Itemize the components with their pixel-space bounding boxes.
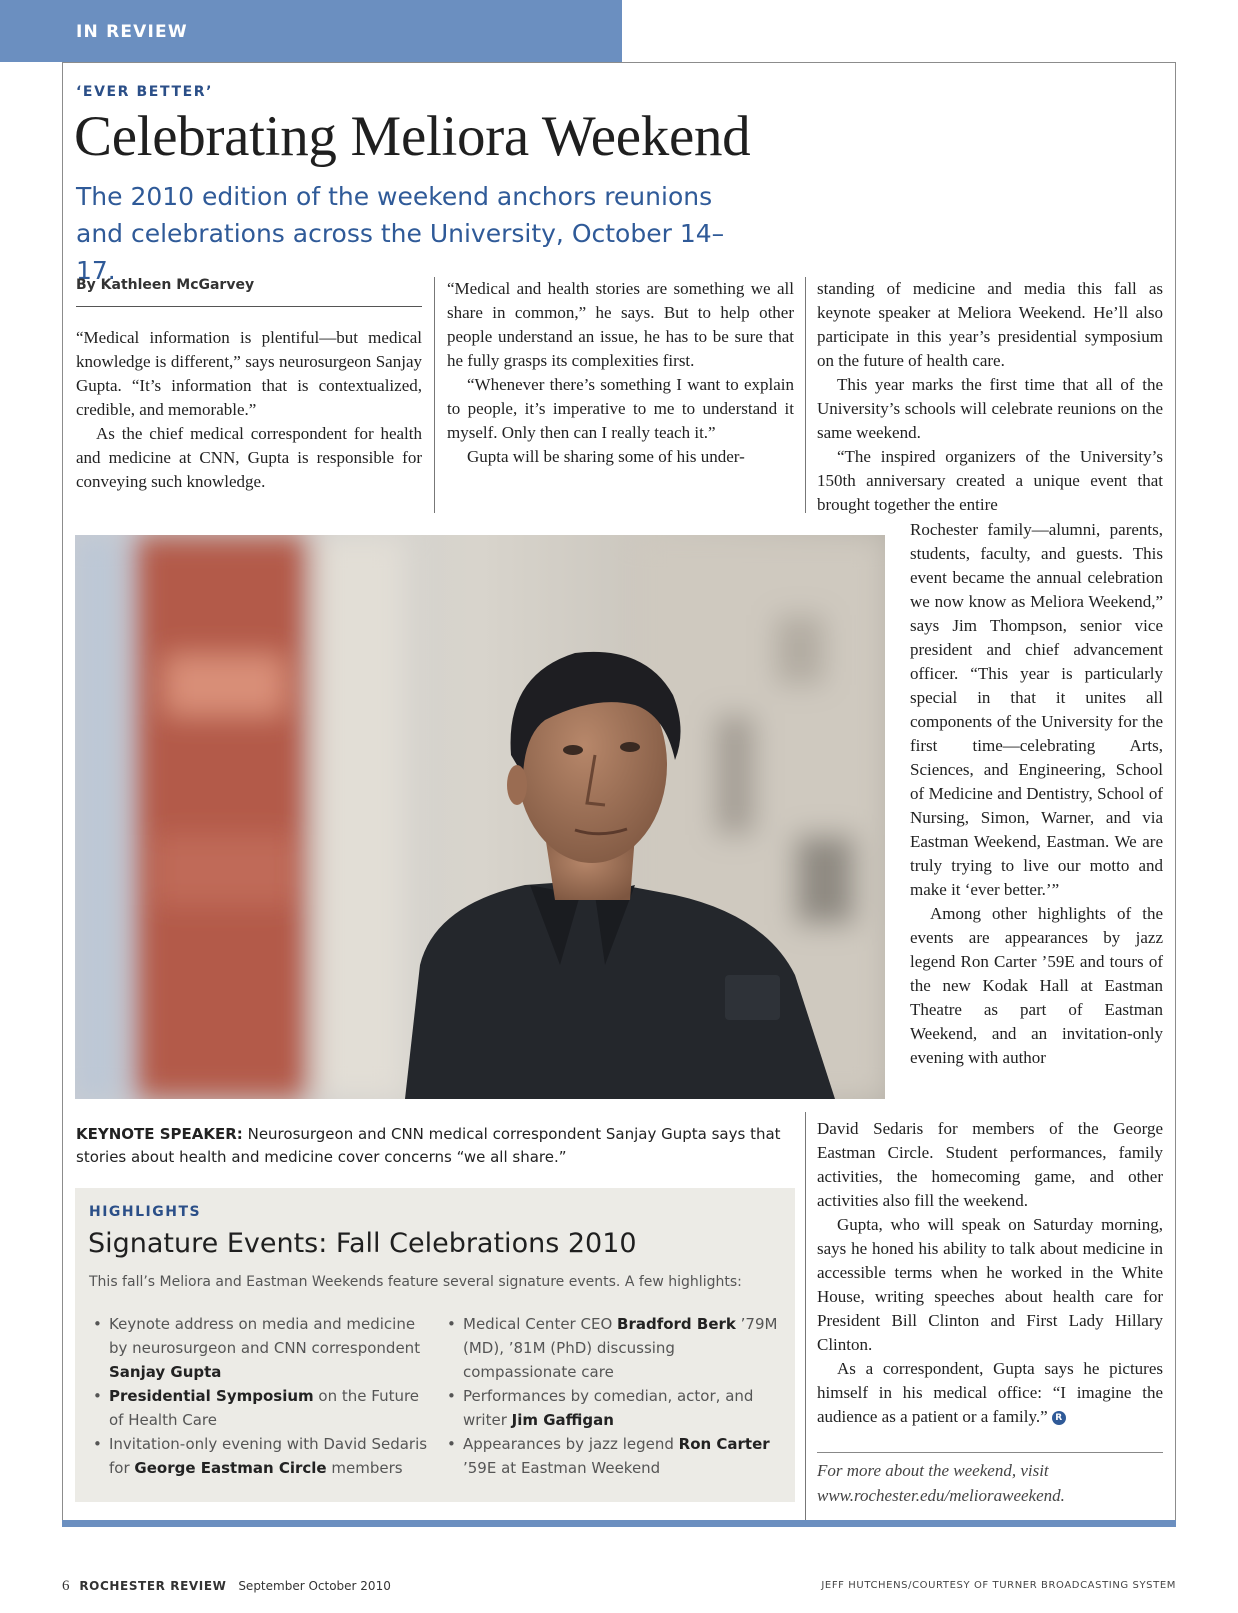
list-item: [443, 1432, 783, 1480]
photo-credit: JEFF HUTCHENS/COURTESY OF TURNER BROADCASTING SYSTEM: [821, 1580, 1176, 1591]
list-item: [89, 1312, 429, 1384]
item-bold: Ron Carter: [678, 1435, 770, 1453]
kicker: ‘EVER BETTER’: [76, 84, 214, 100]
list-item: [89, 1384, 429, 1432]
item-text: Medical Center CEO: [463, 1315, 618, 1333]
section-tab: [0, 0, 622, 62]
column-rule-2: [805, 277, 806, 513]
item-text: Performances by comedian, actor, and writer: [463, 1387, 754, 1429]
photo-caption: [76, 1123, 796, 1169]
paragraph: This year marks the first time that all of the University’s schools will celebrate reunions on the same weekend.: [817, 375, 1163, 442]
frame-bottom-bar: [62, 1520, 1176, 1527]
paragraph: Among other highlights of the events are appearances by jazz legend Ron Carter ’59E and tours of the new Kodak Hall at Eastman Theatre as part of Eastman Weekend, and an invitation-only evening with author: [910, 904, 1163, 1067]
item-bold: Presidential Symposium: [109, 1387, 314, 1405]
body-column-1: [76, 326, 422, 494]
paragraph: standing of medicine and media this fall as keynote speaker at Meliora Weekend. He’ll also participate in this year’s presidential symposium on the future of health care.: [817, 279, 1163, 370]
list-item: [443, 1312, 783, 1384]
paragraph: “Whenever there’s something I want to explain to people, it’s imperative to me to understand it myself. Only then can I really teach it.”: [447, 375, 794, 442]
headline: Celebrating Meliora Weekend: [74, 105, 751, 168]
more-info-rule: [817, 1452, 1163, 1453]
paragraph: “The inspired organizers of the University’s 150th anniversary created a unique event that brought together the entire: [817, 447, 1163, 514]
paragraph: As the chief medical correspondent for health and medicine at CNN, Gupta is responsible for conveying such knowledge.: [76, 424, 422, 491]
item-bold: Sanjay Gupta: [109, 1363, 222, 1381]
paragraph: “Medical information is plentiful—but medical knowledge is different,” says neurosurgeon Sanjay Gupta. “It’s information that is contextualized, credible, and memorable.”: [76, 328, 422, 419]
item-text: Appearances by jazz legend: [463, 1435, 679, 1453]
body-column-2: [447, 277, 794, 469]
item-bold: Jim Gaffigan: [511, 1411, 614, 1429]
paragraph: Rochester family—alumni, parents, students, faculty, and guests. This event became the annual celebration we now know as Meliora Weekend,” says Jim Thompson, senior vice president and chief advancement officer. “This year is particularly special in that it unites all components of the University for the first time—celebrating Arts, Sciences, and Engineering, School of Medicine and Dentistry, School of Nursing, Simon, Warner, and via Eastman Weekend, Eastman. We are truly trying to live our motto and make it ‘ever better.’”: [910, 520, 1163, 899]
body-column-3-bottom: [817, 1117, 1163, 1429]
keynote-photo: [75, 535, 885, 1099]
dek: The 2010 edition of the weekend anchors reunions and celebrations across the University, October 14–17.: [76, 182, 725, 285]
highlights-box: [75, 1188, 795, 1502]
item-text: on the Future of Health Care: [109, 1387, 420, 1429]
paragraph: “Medical and health stories are something we all share in common,” he says. But to help other people understand an issue, he has to be sure that he fully grasps its complexities first.: [447, 279, 794, 370]
list-item: [443, 1384, 783, 1432]
item-bold: Bradford Berk: [617, 1315, 736, 1333]
column-rule-3: [805, 1112, 806, 1520]
issue-date: September October 2010: [238, 1579, 391, 1593]
item-text: ’79M (MD), ’81M (PhD) discussing compassionate care: [463, 1315, 778, 1381]
byline-rule: [76, 306, 422, 307]
footer-folio: [62, 1578, 391, 1595]
highlights-kicker: HIGHLIGHTS: [89, 1204, 202, 1220]
column-rule-1: [434, 277, 435, 513]
more-info: For more about the weekend, visit www.rochester.edu/melioraweekend.: [817, 1461, 1065, 1505]
paragraph: David Sedaris for members of the George Eastman Circle. Student performances, family activities, the homecoming game, and other activities also fill the weekend.: [817, 1119, 1163, 1210]
item-bold: George Eastman Circle: [134, 1459, 327, 1477]
highlights-title: Signature Events: Fall Celebrations 2010: [88, 1228, 637, 1259]
item-text: Keynote address on media and medicine by neurosurgeon and CNN correspondent: [109, 1315, 421, 1357]
paragraph-final: [817, 1357, 1163, 1429]
caption-label: KEYNOTE SPEAKER:: [76, 1125, 243, 1143]
list-item: [89, 1432, 429, 1480]
highlights-intro: This fall’s Meliora and Eastman Weekends feature several signature events. A few highlights:: [89, 1274, 742, 1290]
caption-text: Neurosurgeon and CNN medical correspondent Sanjay Gupta says that stories about health and medicine cover concerns “we all share.”: [76, 1125, 781, 1166]
body-column-3-wrap: [910, 518, 1163, 1070]
item-text: Invitation-only evening with David Sedaris for: [109, 1435, 428, 1477]
page-number: 6: [62, 1578, 70, 1594]
paragraph: Gupta will be sharing some of his under-: [467, 447, 745, 466]
paragraph: Gupta, who will speak on Saturday morning, says he honed his ability to talk about medicine in accessible terms when he worked in the White House, writing speeches about health care for President Bill Clinton and First Lady Hillary Clinton.: [817, 1215, 1163, 1354]
item-text: ’59E at Eastman Weekend: [463, 1459, 661, 1477]
section-label: IN REVIEW: [76, 22, 188, 42]
publication-name: ROCHESTER REVIEW: [79, 1579, 227, 1593]
byline: By Kathleen McGarvey: [76, 277, 255, 293]
portrait-illustration: [75, 535, 885, 1099]
end-mark-icon: R: [1052, 1411, 1066, 1425]
body-column-3-top: [817, 277, 1163, 517]
paragraph-text: As a correspondent, Gupta says he pictures himself in his medical office: “I imagine the audience as a patient or a family.”: [817, 1359, 1163, 1426]
highlights-list-right: [443, 1312, 783, 1480]
highlights-list-left: [89, 1312, 429, 1480]
item-text: members: [326, 1459, 403, 1477]
